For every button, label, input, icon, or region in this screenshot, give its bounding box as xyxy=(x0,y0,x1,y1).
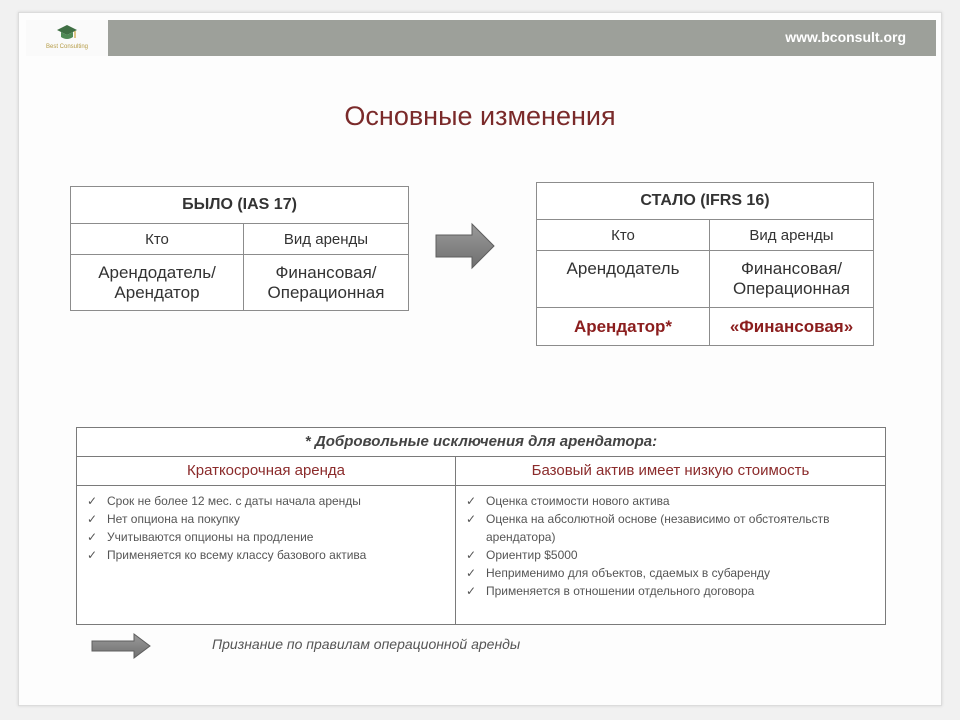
before-table xyxy=(70,186,409,311)
graduation-cap-icon xyxy=(56,22,78,44)
after-table xyxy=(536,182,874,346)
after-type-cell-2: «Финансовая» xyxy=(710,308,874,346)
check-icon: ✓ xyxy=(466,566,477,580)
check-icon: ✓ xyxy=(466,584,477,598)
list-item: ✓ Учитываются опционы на продление xyxy=(87,530,314,544)
before-col-who: Кто xyxy=(71,224,244,255)
list-item: ✓ Неприменимо для объектов, сдаемых в субаренду xyxy=(466,566,770,580)
check-icon: ✓ xyxy=(87,494,98,508)
recognition-note: Признание по правилам операционной аренды xyxy=(212,636,521,652)
low-value-list xyxy=(460,492,880,600)
list-item: ✓ Оценка на абсолютной основе (независимо от обстоятельств арендатора) xyxy=(466,512,830,544)
exceptions-title: * Добровольные исключения для арендатора: xyxy=(77,428,885,457)
list-item: ✓ Срок не более 12 мес. с даты начала аренды xyxy=(87,494,361,508)
after-who-cell-1: Арендодатель xyxy=(537,251,710,308)
list-item: ✓ Нет опциона на покупку xyxy=(87,512,240,526)
check-icon: ✓ xyxy=(466,512,477,526)
arrow-right-icon xyxy=(90,632,152,660)
website-label: www.bconsult.org xyxy=(785,29,906,45)
logo-text: Best Consulting xyxy=(45,44,89,50)
header-band xyxy=(108,20,936,56)
after-col-who: Кто xyxy=(537,220,710,251)
arrow-right-icon xyxy=(434,222,496,270)
after-who-cell-2: Арендатор* xyxy=(537,308,710,346)
before-col-type: Вид аренды xyxy=(244,224,409,255)
short-term-lease-header: Краткосрочная аренда xyxy=(77,457,455,486)
column-divider xyxy=(455,457,456,624)
before-type-cell: Финансовая/ Операционная xyxy=(244,255,409,311)
check-icon: ✓ xyxy=(87,530,98,544)
list-item: ✓ Оценка стоимости нового актива xyxy=(466,494,670,508)
check-icon: ✓ xyxy=(87,512,98,526)
low-value-asset-header: Базовый актив имеет низкую стоимость xyxy=(456,457,885,486)
check-icon: ✓ xyxy=(87,548,98,562)
after-table-title: СТАЛО (IFRS 16) xyxy=(537,183,874,220)
before-table-title: БЫЛО (IAS 17) xyxy=(71,187,409,224)
page-title: Основные изменения xyxy=(344,101,616,131)
header-bar xyxy=(26,20,936,56)
exceptions-box xyxy=(76,427,886,625)
list-item: ✓ Применяется в отношении отдельного договора xyxy=(466,584,755,598)
list-item: ✓ Применяется ко всему классу базового актива xyxy=(87,548,367,562)
after-col-type: Вид аренды xyxy=(710,220,874,251)
check-icon: ✓ xyxy=(466,548,477,562)
list-item: ✓ Ориентир $5000 xyxy=(466,548,578,562)
short-term-list xyxy=(81,492,453,564)
after-type-cell-1: Финансовая/ Операционная xyxy=(710,251,874,308)
before-who-cell: Арендодатель/ Арендатор xyxy=(71,255,244,311)
check-icon: ✓ xyxy=(466,494,477,508)
logo xyxy=(26,20,108,56)
